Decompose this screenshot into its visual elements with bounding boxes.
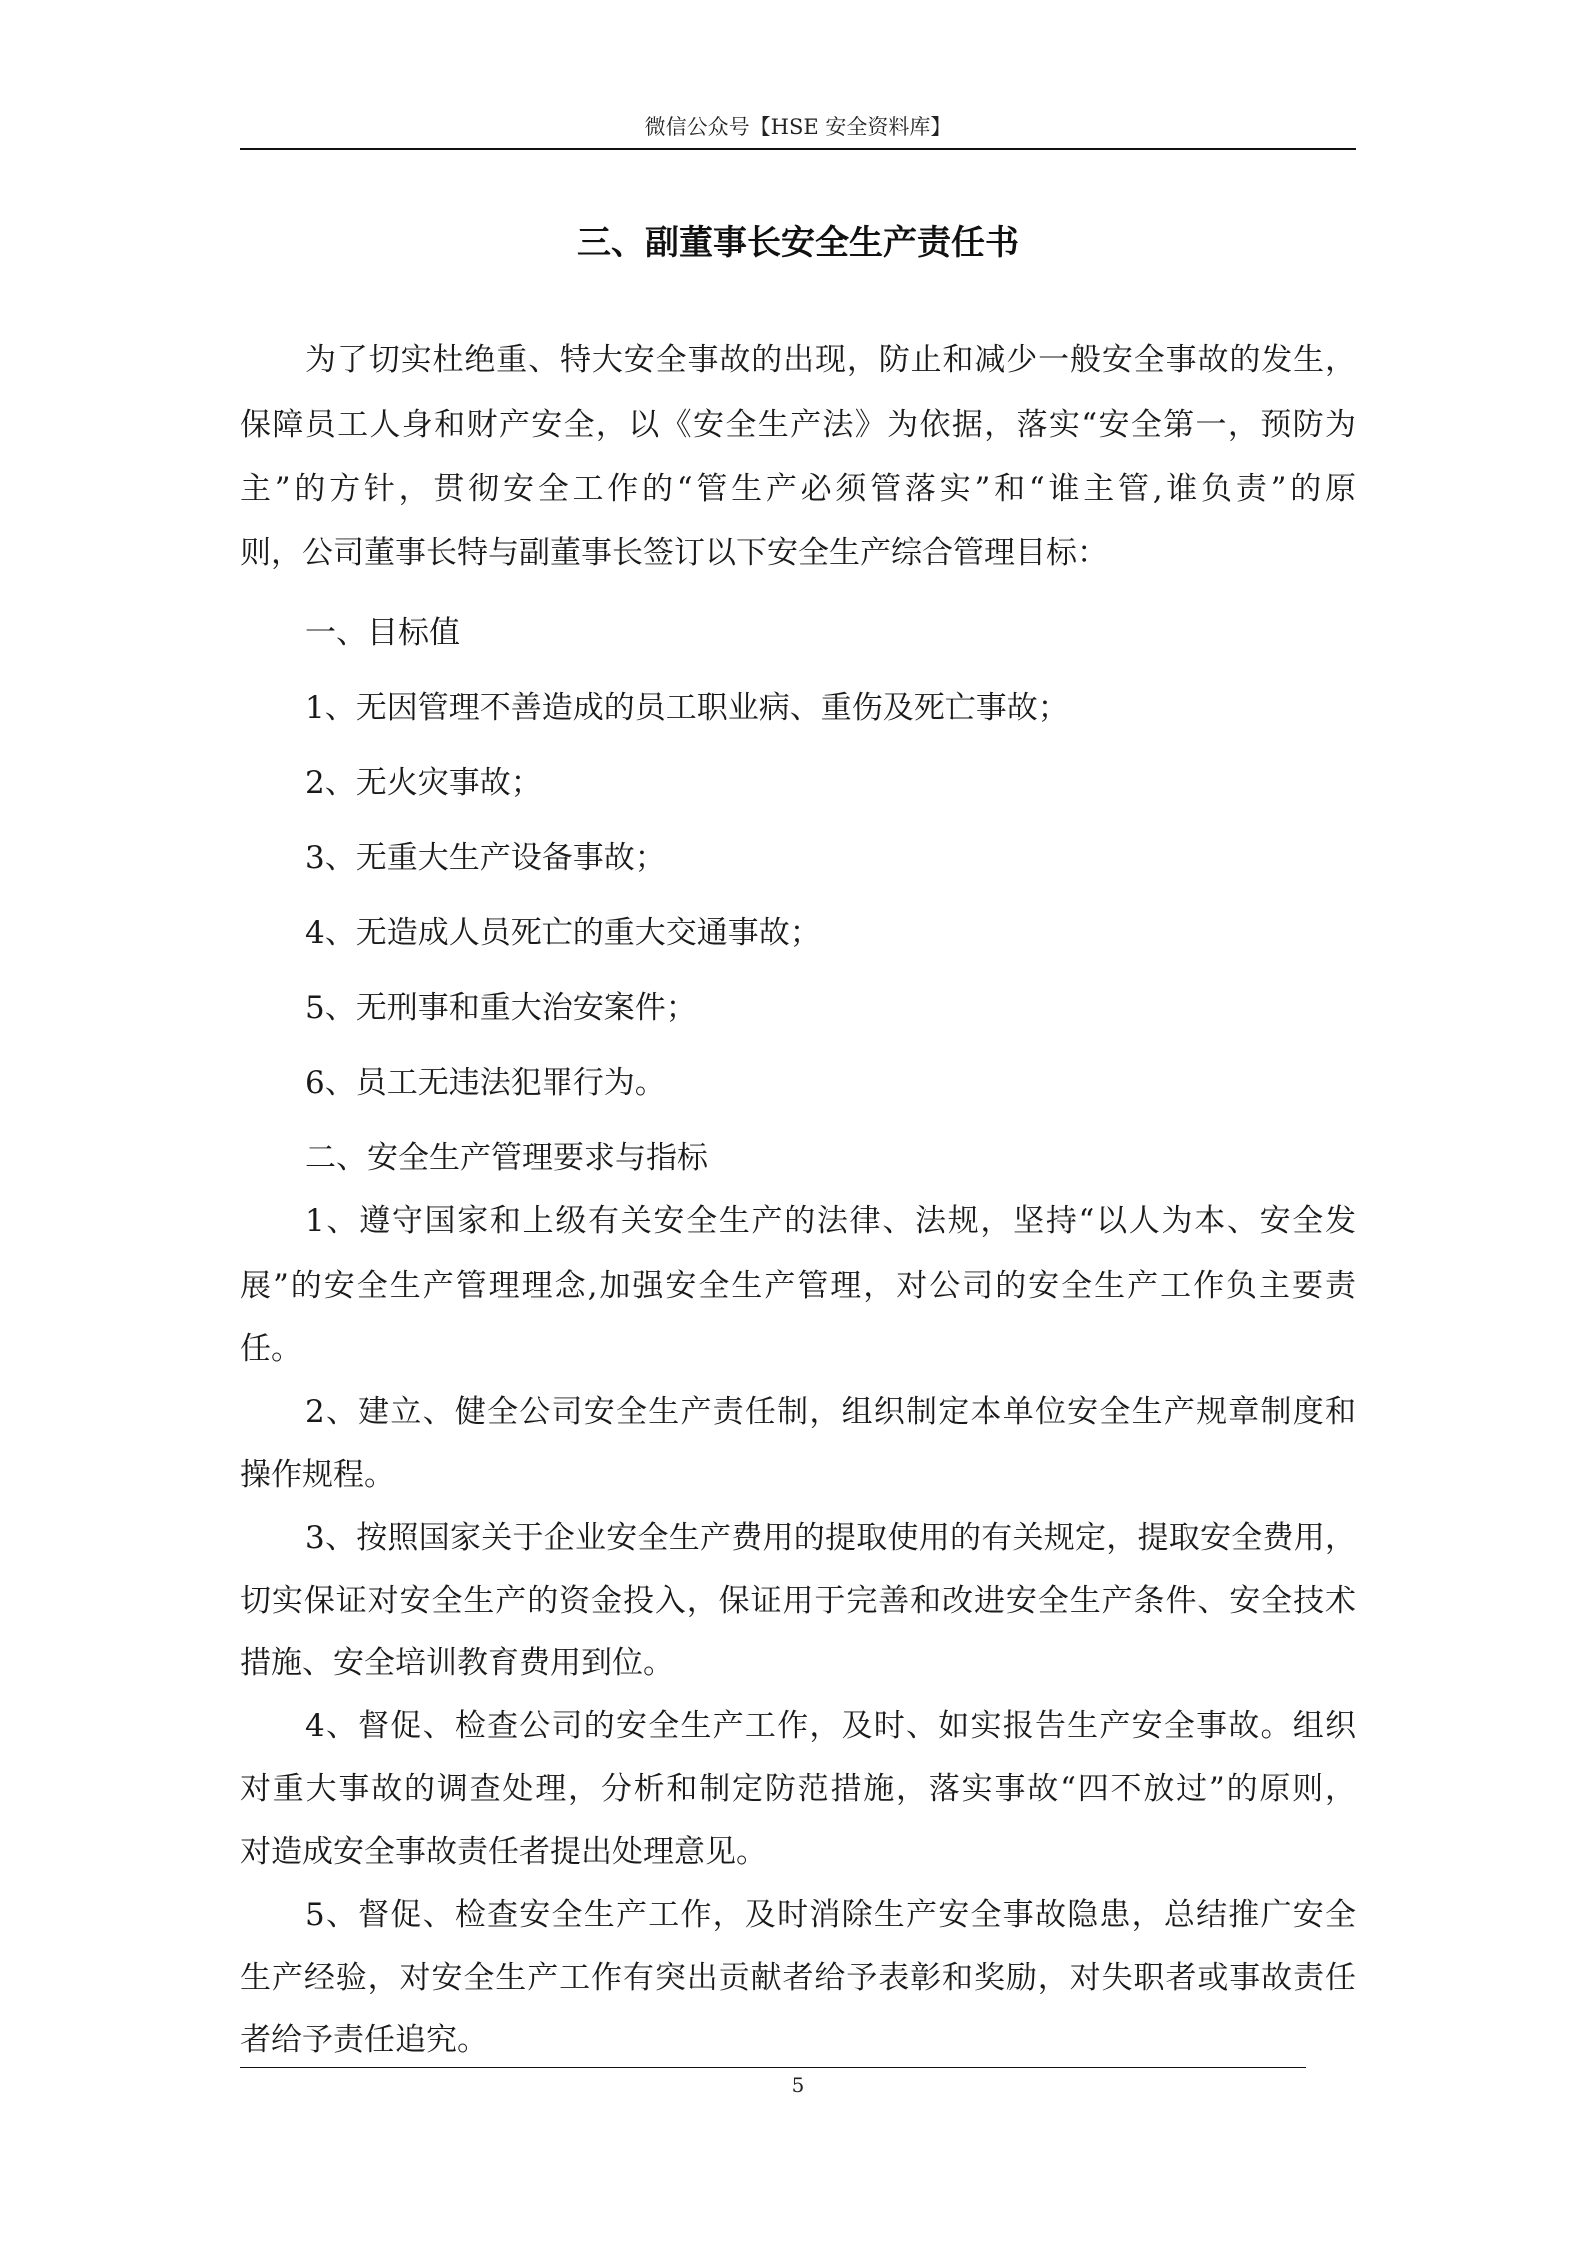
paragraph-line: 切实保证对安全生产的资金投入，保证用于完善和改进安全生产条件、安全技术 (240, 1583, 1356, 1619)
section-heading: 二、安全生产管理要求与指标 (305, 1140, 708, 1176)
paragraph-line: 对造成安全事故责任者提出处理意见。 (240, 1834, 767, 1870)
list-item: 4、无造成人员死亡的重大交通事故； (305, 915, 821, 951)
paragraph-line: 为了切实杜绝重、特大安全事故的出现，防止和减少一般安全事故的发生， (305, 342, 1356, 378)
page-header: 微信公众号【HSE 安全资料库】 (644, 115, 952, 139)
list-item: 2、无火灾事故； (305, 765, 542, 801)
paragraph-line: 生产经验，对安全生产工作有突出贡献者给予表彰和奖励，对失职者或事故责任 (240, 1960, 1356, 1996)
section-heading: 一、目标值 (305, 615, 460, 651)
paragraph-line: 保障员工人身和财产安全，以《安全生产法》为依据，落实“安全第一，预防为 (240, 407, 1356, 443)
list-item: 3、无重大生产设备事故； (305, 840, 666, 876)
document-title: 三、副董事长安全生产责任书 (577, 223, 1019, 263)
paragraph-line: 操作规程。 (240, 1457, 395, 1493)
page-number: 5 (791, 2073, 805, 2097)
paragraph-line: 2、建立、健全公司安全生产责任制，组织制定本单位安全生产规章制度和 (305, 1394, 1356, 1430)
paragraph-line: 展”的安全生产管理理念,加强安全生产管理，对公司的安全生产工作负主要责 (240, 1268, 1356, 1304)
list-item: 1、无因管理不善造成的员工职业病、重伤及死亡事故； (305, 690, 1069, 726)
paragraph-line: 者给予责任追究。 (240, 2022, 488, 2058)
paragraph-line: 5、督促、检查安全生产工作，及时消除生产安全事故隐患，总结推广安全 (305, 1897, 1356, 1933)
paragraph-line: 措施、安全培训教育费用到位。 (240, 1645, 674, 1681)
paragraph-line: 对重大事故的调查处理，分析和制定防范措施，落实事故“四不放过”的原则， (240, 1771, 1356, 1807)
paragraph-line: 1、遵守国家和上级有关安全生产的法律、法规，坚持“以人为本、安全发 (305, 1203, 1356, 1239)
paragraph-line: 则，公司董事长特与副董事长签订以下安全生产综合管理目标： (240, 535, 1108, 571)
paragraph-line: 3、按照国家关于企业安全生产费用的提取使用的有关规定，提取安全费用， (305, 1520, 1356, 1556)
list-item: 5、无刑事和重大治安案件； (305, 990, 697, 1026)
paragraph-line: 4、督促、检查公司的安全生产工作，及时、如实报告生产安全事故。组织 (305, 1708, 1356, 1744)
paragraph-line: 主”的方针，贯彻安全工作的“管生产必须管落实”和“谁主管,谁负责”的原 (240, 471, 1356, 507)
footer-divider (240, 2067, 1306, 2068)
list-item: 6、员工无违法犯罪行为。 (305, 1065, 666, 1101)
paragraph-line: 任。 (240, 1331, 302, 1367)
header-divider (240, 148, 1356, 150)
